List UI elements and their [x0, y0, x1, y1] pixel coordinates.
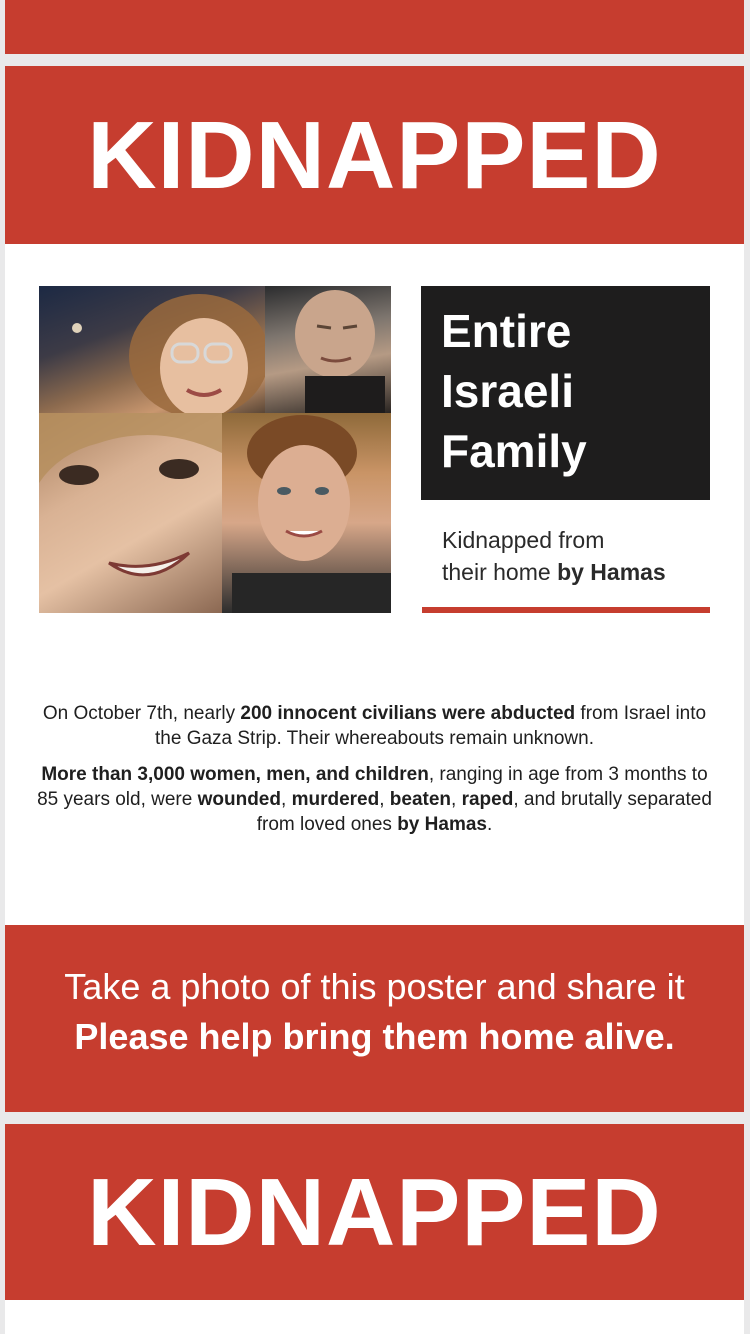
para1-bold-1: 200 innocent civilians were abducted [240, 703, 576, 724]
subtitle-line-2: their home [442, 559, 558, 585]
para1-text-2: from Israel into the Gaza Strip. Their whereabouts remain unknown. [155, 703, 707, 749]
para2-bold-4: beaten [389, 789, 452, 810]
para2-text-6: . [486, 814, 493, 835]
para2-bold-1: More than 3,000 women, men, and children [41, 764, 429, 785]
para2-text-3: , [379, 789, 390, 810]
call-to-action-banner [5, 925, 744, 1112]
para2-bold-6: by Hamas [397, 814, 487, 835]
family-photo-collage [39, 286, 391, 613]
next-poster-banner [5, 1124, 744, 1300]
para1-text-1: On October 7th, nearly [42, 703, 241, 724]
para2-bold-3: murdered [291, 789, 380, 810]
body-paragraph-1 [35, 701, 714, 751]
banner-title: KIDNAPPED [87, 102, 662, 209]
red-divider [422, 607, 710, 613]
para2-bold-2: wounded [197, 789, 281, 810]
family-heading-box [421, 286, 710, 500]
next-kidnapped-poster [5, 1124, 744, 1334]
para2-text-4: , [451, 789, 462, 810]
kidnapped-poster [5, 66, 744, 1112]
photo-daughter-illustration [39, 413, 222, 613]
family-line-3: Family [441, 425, 587, 477]
para2-text-1: , ranging in age from 3 months to 85 years old, were [37, 764, 708, 810]
body-paragraph-2 [35, 762, 714, 837]
poster-banner [5, 66, 744, 244]
cta-line-1: Take a photo of this poster and share it [64, 966, 685, 1007]
photo-son-illustration [222, 413, 391, 613]
photo-mother [39, 286, 265, 413]
family-line-2: Israeli [441, 365, 574, 417]
poster-body-text [35, 701, 714, 848]
para2-text-5: , and brutally separated from loved ones [256, 789, 712, 835]
subtitle-line-1: Kidnapped from [442, 527, 605, 553]
para2-text-2: , [281, 789, 292, 810]
photo-son [222, 413, 391, 613]
subtitle-by-hamas: by Hamas [557, 559, 666, 585]
family-line-1: Entire [441, 305, 572, 357]
photo-father [265, 286, 391, 413]
para2-bold-5: raped [461, 789, 514, 810]
photo-father-illustration [265, 286, 391, 413]
kidnapped-subtitle [442, 524, 722, 588]
previous-poster-banner [5, 0, 744, 54]
next-banner-title: KIDNAPPED [87, 1159, 662, 1266]
cta-line-2: Please help bring them home alive. [74, 1016, 675, 1057]
photo-daughter [39, 413, 222, 613]
photo-mother-illustration [39, 286, 265, 413]
